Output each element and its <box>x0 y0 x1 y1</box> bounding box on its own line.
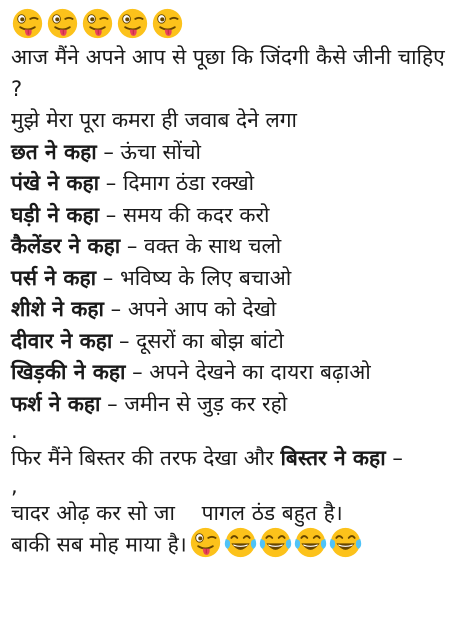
saying-speaker: दीवार ने कहा <box>11 328 113 353</box>
saying-text: – भविष्य के लिए बचाओ <box>96 265 292 290</box>
saying-line <box>11 389 459 421</box>
sayings-list <box>11 137 459 421</box>
saying-speaker: छत ने कहा <box>11 139 97 164</box>
saying-speaker: घड़ी ने कहा <box>11 202 100 227</box>
saying-speaker: शीशे ने कहा <box>11 297 104 321</box>
saying-line <box>11 137 459 169</box>
intro-text: आज मैंने अपने आप से पूछा कि जिंदगी कैसे जीनी चाहिए ? <box>11 45 445 101</box>
face-with-tears-of-joy-emoji-icon <box>329 526 362 559</box>
bed-dash: – <box>385 446 403 470</box>
header-emoji-row <box>11 4 459 42</box>
trailing-emoji-row <box>189 526 362 559</box>
message-post <box>11 4 459 562</box>
saying-speaker: पंखे ने कहा <box>11 171 100 195</box>
bed-speaker: बिस्तर ने कहा <box>280 446 386 470</box>
saying-text: – समय की कदर करो <box>99 202 270 227</box>
winking-face-with-tongue-emoji-icon <box>189 526 222 559</box>
saying-line <box>11 326 459 358</box>
winking-face-with-tongue-emoji-icon <box>11 7 44 40</box>
closing-text: बाकी सब मोह माया है। <box>11 532 187 557</box>
saying-line <box>11 231 459 263</box>
saying-text: – ऊंचा सोंचो <box>96 139 201 164</box>
saying-line <box>11 263 459 295</box>
winking-face-with-tongue-emoji-icon <box>81 7 114 40</box>
saying-speaker: खिड़की ने कहा <box>11 360 126 384</box>
separator-comma: , <box>11 473 18 498</box>
saying-text: – वक्त के साथ चलो <box>120 234 282 258</box>
saying-line <box>11 294 459 326</box>
saying-text: – दिमाग ठंडा रक्खो <box>99 171 255 195</box>
saying-text: – दूसरों का बोझ बांटो <box>112 328 284 353</box>
face-with-tears-of-joy-emoji-icon <box>294 526 327 559</box>
face-with-tears-of-joy-emoji-icon <box>224 526 257 559</box>
bed-intro-text: फिर मैंने बिस्तर की तरफ देखा और <box>11 446 281 470</box>
winking-face-with-tongue-emoji-icon <box>116 7 149 40</box>
winking-face-with-tongue-emoji-icon <box>151 7 184 40</box>
room-line: मुझे मेरा पूरा कमरा ही जवाब देने लगा <box>11 108 298 132</box>
bed-line <box>11 443 459 475</box>
saying-text: – अपने देखने का दायरा बढ़ाओ <box>125 360 371 384</box>
saying-line <box>11 168 459 200</box>
saying-text: – अपने आप को देखो <box>104 297 277 321</box>
saying-line <box>11 357 459 389</box>
saying-speaker: कैलेंडर ने कहा <box>11 234 121 258</box>
saying-line <box>11 200 459 232</box>
winking-face-with-tongue-emoji-icon <box>46 7 79 40</box>
saying-text: – जमीन से जुड़ कर रहो <box>100 391 288 416</box>
punchline: चादर ओढ़ कर सो जा पागल ठंड बहुत है। <box>11 500 343 525</box>
saying-speaker: पर्स ने कहा <box>11 265 97 290</box>
closing-line <box>11 529 459 562</box>
separator-dot: . <box>11 419 18 443</box>
saying-speaker: फर्श ने कहा <box>11 391 101 416</box>
face-with-tears-of-joy-emoji-icon <box>259 526 292 559</box>
